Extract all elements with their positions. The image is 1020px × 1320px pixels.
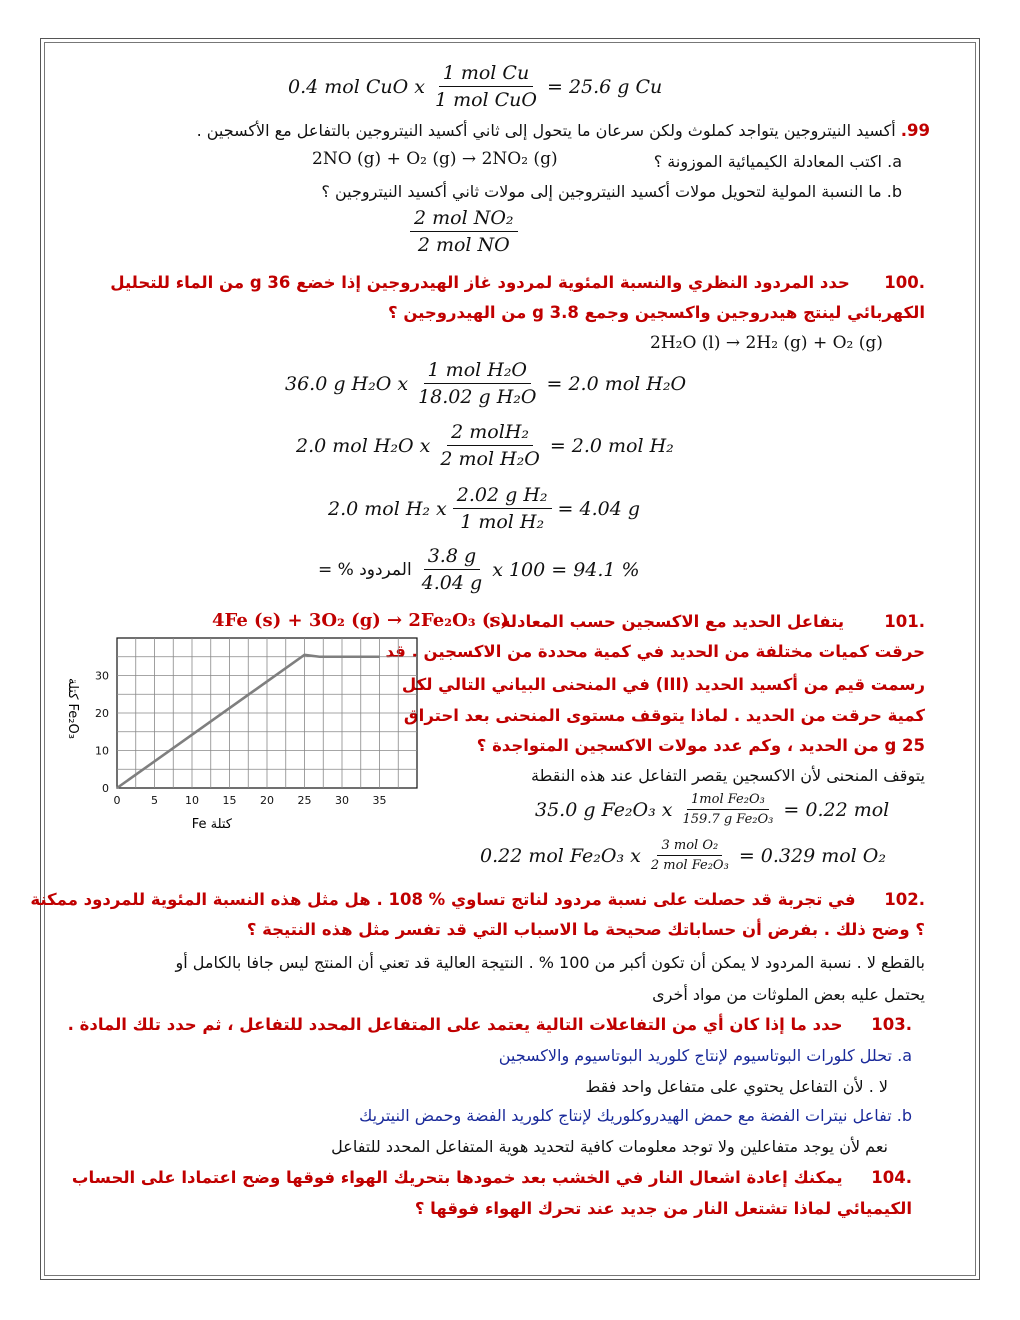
question-101-line2: حرقت كميات مختلفة من الحديد في كمية محددة من الاكسجين . قد xyxy=(385,642,925,661)
x-tick-label: 20 xyxy=(260,794,274,807)
x-tick-label: 0 xyxy=(113,794,121,807)
question-102-line2: ؟ وضح ذلك . بفرض أن حساباتك صحيحة ما الاسباب التي قد تفسر مثل هذه النتيجة ؟ xyxy=(246,920,925,939)
equation-101-1: 35.0 g Fe₂O₃ x $\frac{\text{1mol Fe₂O₃}}{\text{159.7 g Fe₂O₃}}$ = 0.22 mol xyxy=(535,792,890,827)
x-tick-label: 30 xyxy=(335,794,349,807)
y-axis-label: كتلة Fe₂O₃ xyxy=(65,678,80,739)
question-101-line3: رسمت قيم من أكسيد الحديد (III) في المنحنى البياني التالي لكل xyxy=(401,675,925,694)
question-99: 99. أكسيد النيتروجين يتواجد كملوث ولكن سرعان ما يتحول إلى ثاني أكسيد النيتروجين بالتفاعل مع الأكسجين . xyxy=(196,121,930,140)
answer-102-line2: يحتمل عليه بعض الملوثات من مواد أخرى xyxy=(652,985,925,1004)
question-103: .103 حدد ما إذا كان أي من التفاعلات التالية يعتمد على المتفاعل المحدد للتفاعل ، ثم حدد تلك المادة . xyxy=(67,1015,912,1034)
question-104-line1: .104 يمكنك إعادة اشعال النار في الخشب بعد خمودها بتحريك الهواء فوقها وضح اعتمادا على الحساب xyxy=(71,1168,912,1187)
equation-100: 2H₂O (l) → 2H₂ (g) + O₂ (g) xyxy=(650,333,883,353)
x-tick-label: 5 xyxy=(151,794,158,807)
question-101-line5: 25 g من الحديد ، وكم عدد مولات الاكسجين المتواجدة ؟ xyxy=(476,736,925,755)
equation-101-2: 0.22 mol Fe₂O₃ x $\frac{\text{3 mol O₂}}{\text{2 mol Fe₂O₃}}$ = 0.329 mol O₂ xyxy=(480,838,886,873)
equation-101: 4Fe (s) + 3O₂ (g) → 2Fe₂O₃ (s) xyxy=(212,610,510,631)
y-tick-label: 30 xyxy=(95,669,109,683)
y-tick-label: 20 xyxy=(95,707,109,720)
equation-100-2: 2.0 mol H₂O x $\frac{\text{2 molH₂}}{\text{2 mol H₂O}}$ = 2.0 mol H₂ xyxy=(296,421,674,470)
question-102-line1: .102 في تجربة قد حصلت على نسبة مردود لناتج تساوي % 108 . هل مثل هذه النسبة المئوية للمردود ممكنة xyxy=(30,890,925,909)
x-tick-label: 10 xyxy=(185,794,199,807)
question-103a: a. تحلل كلورات البوتاسيوم لإنتاج كلوريد البوتاسيوم والاكسجين xyxy=(498,1046,912,1065)
equation-99a: 2NO (g) + O₂ (g) → 2NO₂ (g) xyxy=(312,149,558,169)
x-tick-label: 25 xyxy=(297,794,312,807)
fe2o3-chart xyxy=(55,630,405,840)
question-101-line4: كمية حرقت من الحديد . لماذا يتوقف مستوى المنحنى بعد احتراق xyxy=(403,706,925,725)
question-101-line1: .101 يتفاعل الحديد مع الاكسجين حسب المعادلة : xyxy=(488,612,925,631)
chart-ticks xyxy=(95,670,387,808)
y-tick-label: 10 xyxy=(95,744,109,758)
equation-100-4: المردود % = $\frac{3.8 g}{4.04 g}$ x 100 = 94.1 % xyxy=(318,545,640,594)
x-tick-label: 15 xyxy=(222,794,237,807)
chart-grid xyxy=(117,638,417,788)
question-100-line2: الكهربائي لينتج هيدروجين واكسجين وجمع 3.8 g من الهيدروجين ؟ xyxy=(388,303,925,322)
question-99b: b. ما النسبة المولية لتحويل مولات أكسيد النيتروجين إلى مولات ثاني أكسيد النيتروجين ؟ xyxy=(321,182,902,201)
eq-right: = 25.6 g Cu xyxy=(547,75,663,98)
y-tick-label: 0 xyxy=(102,782,109,795)
answer-103a: لا . لأن التفاعل يحتوي على متفاعل واحد فقط xyxy=(585,1077,888,1096)
x-tick-label: 35 xyxy=(372,794,387,807)
question-103b: b. تفاعل نيترات الفضة مع حمض الهيدروكلوريك لإنتاج كلوريد الفضة وحمض النيتريك xyxy=(359,1106,912,1125)
eq-left: 0.4 mol CuO x xyxy=(288,75,425,98)
answer-102-line1: بالقطع لا . نسبة المردود لا يمكن أن تكون أكبر من 100 % . النتيجة العالية قد تعني أن المنتج ليس جافا بالكامل أو xyxy=(175,953,925,972)
ratio-99: $\frac{\text{2 mol NO₂}}{\text{2 mol NO}}$ xyxy=(410,207,518,256)
question-99a: a. اكتب المعادلة الكيميائية الموزونة ؟ xyxy=(653,152,902,171)
x-axis-label: كتلة Fe xyxy=(191,817,232,832)
question-104-line2: الكيميائي لماذا تشتعل النار من جديد عند تحرك الهواء فوقها ؟ xyxy=(414,1199,912,1218)
equation-100-3: 2.0 mol H₂ x $\frac{\text{2.02 g H₂}}{\text{1 mol H₂}}$ = 4.04 g xyxy=(328,484,640,533)
fraction: $\frac{\text{1 mol Cu}}{\text{1 mol CuO}}$ xyxy=(434,62,537,111)
answer-103b: نعم لأن يوجد متفاعلين ولا توجد معلومات كافية لتحديد هوية المتفاعل المحدد للتفاعل xyxy=(331,1137,888,1156)
answer-101: يتوقف المنحنى لأن الاكسجين يقصر التفاعل عند هذه النقطة xyxy=(531,766,925,785)
question-100-line1: .100 حدد المردود النظري والنسبة المئوية لمردود غاز الهيدروجين إذا خضع 36 g من الماء للتحليل xyxy=(110,273,925,292)
equation-cuo xyxy=(288,62,662,111)
equation-100-1: 36.0 g H₂O x $\frac{\text{1 mol H₂O}}{\text{18.02 g H₂O}}$ = 2.0 mol H₂O xyxy=(285,359,687,408)
